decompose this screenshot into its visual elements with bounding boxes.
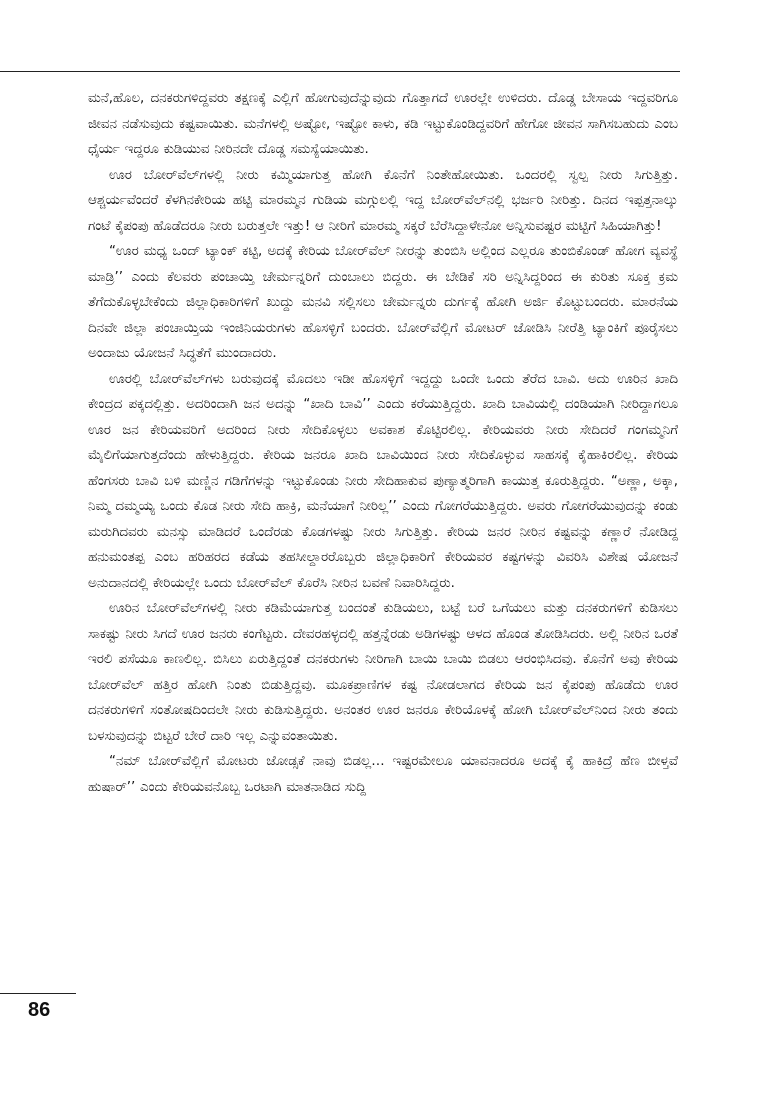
paragraph-2: ಊರ ಬೋರ್‌ವೆಲ್‌ಗಳಲ್ಲಿ ನೀರು ಕಮ್ಮಿಯಾಗುತ್ತ ಹೋಗಿ ಕೊನೆಗೆ ನಿಂತೇಹೋಯಿತು. ಒಂದರಲ್ಲಿ ಸ್ವಲ್ಪ ನೀರು ಸಿಗುತ್ತಿತ್ತು. ಆಶ್ಚರ್ಯವೆಂದರೆ ಕೆಳಗಿನಕೇರಿಯ ಹಟ್ಟಿ ಮಾರಮ್ಮನ ಗುಡಿಯ ಮಗ್ಗುಲಲ್ಲಿ ಇದ್ದ ಬೋರ್‌ವೆಲ್‌ನಲ್ಲಿ ಭರ್ಜರಿ ನೀರಿತ್ತು. ದಿನದ ಇಪ್ಪತ್ತನಾಲ್ಕು ಗಂಟೆ ಕೈಪಂಪು ಹೊಡೆದರೂ ನೀರು ಬರುತ್ತಲೇ ಇತ್ತು! ಆ ನೀರಿಗೆ ಮಾರಮ್ಮ ಸಕ್ಕರೆ ಬೆರೆಸಿದ್ದಾಳೇನೋ ಅನ್ನಿಸುವಷ್ಟರ ಮಟ್ಟಿಗೆ ಸಿಹಿಯಾಗಿತ್ತು! [88, 167, 678, 234]
paragraph-6: “ನಮ್ ಬೋರ್‌ವೆಲ್ಲಿಗೆ ಮೋಟರು ಜೋಡ್ಸಕೆ ನಾವು ಬಿಡಲ್ಲ… ಇಷ್ಟರಮೇಲೂ ಯಾವನಾದರೂ ಅದಕ್ಕೆ ಕೈ ಹಾಕಿದ್ರೆ ಹೆಣ ಬೀಳ್ತವೆ ಹುಷಾರ್’’ ಎಂದು ಕೇರಿಯವನೊಬ್ಬ ಒರಟಾಗಿ ಮಾತನಾಡಿದ ಸುದ್ದಿ [88, 754, 678, 795]
paragraph-4: ಊರಲ್ಲಿ ಬೋರ್‌ವೆಲ್‌ಗಳು ಬರುವುದಕ್ಕೆ ಮೊದಲು ಇಡೀ ಹೊಸಳ್ಳಿಗೆ ಇದ್ದದ್ದು ಒಂದೇ ಒಂದು ತೆರೆದ ಬಾವಿ. ಅದು ಊರಿನ ಖಾದಿ ಕೇಂದ್ರದ ಪಕ್ಕದಲ್ಲಿತ್ತು. ಅದರಿಂದಾಗಿ ಜನ ಅದನ್ನು “ಖಾದಿ ಬಾವಿ’’ ಎಂದು ಕರೆಯುತ್ತಿದ್ದರು. ಖಾದಿ ಬಾವಿಯಲ್ಲಿ ದಂಡಿಯಾಗಿ ನೀರಿದ್ದಾಗಲೂ ಊರ ಜನ ಕೇರಿಯವರಿಗೆ ಅದರಿಂದ ನೀರು ಸೇದಿಕೊಳ್ಳಲು ಅವಕಾಶ ಕೊಟ್ಟಿರಲಿಲ್ಲ. ಕೇರಿಯವರು ನೀರು ಸೇದಿದರೆ ಗಂಗಮ್ಮನಿಗೆ ಮೈಲಿಗೆಯಾಗುತ್ತದೆಂದು ಹೇಳುತ್ತಿದ್ದರು. ಕೇರಿಯ ಜನರೂ ಖಾದಿ ಬಾವಿಯಿಂದ ನೀರು ಸೇದಿಕೊಳ್ಳುವ ಸಾಹಸಕ್ಕೆ ಕೈಹಾಕಿರಲಿಲ್ಲ. ಕೇರಿಯ ಹೆಂಗಸರು ಬಾವಿ ಬಳಿ ಮಣ್ಣಿನ ಗಡಿಗೆಗಳನ್ನು ಇಟ್ಟುಕೊಂಡು ನೀರು ಸೇದಿಹಾಕುವ ಪುಣ್ಯಾತ್ಮರಿಗಾಗಿ ಕಾಯುತ್ತ ಕೂರುತ್ತಿದ್ದರು. “ಅಣ್ಣಾ, ಅಕ್ಕಾ, ನಿಮ್ಮ ದಮ್ಮಯ್ಯ ಒಂದು ಕೊಡ ನೀರು ಸೇದಿ ಹಾಕ್ರಿ, ಮನೆಯಾಗೆ ನೀರಿಲ್ಲ’’ ಎಂದು ಗೋಗರೆಯುತ್ತಿದ್ದರು. ಅವರು ಗೋಗರೆಯುವುದನ್ನು ಕಂಡು ಮರುಗಿದವರು ಮನಸ್ಸು ಮಾಡಿದರೆ ಒಂದೆರಡು ಕೊಡಗಳಷ್ಟು ನೀರು ಸಿಗುತ್ತಿತ್ತು. ಕೇರಿಯ ಜನರ ನೀರಿನ ಕಷ್ಟವನ್ನು ಕಣ್ಣಾರೆ ನೋಡಿದ್ದ ಹನುಮಂತಪ್ಪ ಎಂಬ ಹರಿಹರದ ಕಡೆಯ ತಹಸೀಲ್ದಾರರೊಬ್ಬರು ಜಿಲ್ಲಾಧಿಕಾರಿಗೆ ಕೇರಿಯವರ ಕಷ್ಟಗಳನ್ನು ವಿವರಿಸಿ ವಿಶೇಷ ಯೋಜನೆ ಅನುದಾನದಲ್ಲಿ ಕೇರಿಯಲ್ಲೇ ಒಂದು ಬೋರ್‌ವೆಲ್ ಕೊರೆಸಿ ನೀರಿನ ಬವಣೆ ನಿವಾರಿಸಿದ್ದರು. [88, 371, 678, 591]
body-text [88, 86, 678, 800]
page-number: 86 [28, 999, 51, 1021]
paragraph-1: ಮನೆ,ಹೊಲ, ದನಕರುಗಳಿದ್ದವರು ತಕ್ಷಣಕ್ಕೆ ಎಲ್ಲಿಗೆ ಹೋಗುವುದೆನ್ನುವುದು ಗೊತ್ತಾಗದೆ ಊರಲ್ಲೇ ಉಳಿದರು. ದೊಡ್ಡ ಬೇಸಾಯ ಇದ್ದವರಿಗೂ ಜೀವನ ನಡೆಸುವುದು ಕಷ್ಟವಾಯಿತು. ಮನೆಗಳಲ್ಲಿ ಅಷ್ಟೋ, ಇಷ್ಟೋ ಕಾಳು, ಕಡಿ ಇಟ್ಟುಕೊಂಡಿದ್ದವರಿಗೆ ಹೇಗೋ ಜೀವನ ಸಾಗಿಸಬಹುದು ಎಂಬ ಧೈರ್ಯ ಇದ್ದರೂ ಕುಡಿಯುವ ನೀರಿನದೇ ದೊಡ್ಡ ಸಮಸ್ಯೆಯಾಯಿತು. [88, 91, 678, 157]
header-rule [0, 71, 680, 72]
footer-rule [0, 993, 76, 994]
paragraph-3: “ಊರ ಮಧ್ಯ ಒಂದ್ ಟ್ಯಾಂಕ್ ಕಟ್ಟಿ, ಅದಕ್ಕೆ ಕೇರಿಯ ಬೋರ್‌ವೆಲ್ ನೀರನ್ನು ತುಂಬಿಸಿ ಅಲ್ಲಿಂದ ಎಲ್ಲರೂ ತುಂಬಿಕೊಂಡ್ ಹೋಗ ವ್ಯವಸ್ಥೆ ಮಾಡ್ರಿ’’ ಎಂದು ಕೆಲವರು ಪಂಚಾಯ್ತಿ ಚೇರ್ಮನ್ನರಿಗೆ ದುಂಬಾಲು ಬಿದ್ದರು. ಈ ಬೇಡಿಕೆ ಸರಿ ಅನ್ನಿಸಿದ್ದರಿಂದ ಈ ಕುರಿತು ಸೂಕ್ತ ಕ್ರಮ ತೆಗೆದುಕೊಳ್ಳಬೇಕೆಂದು ಜಿಲ್ಲಾಧಿಕಾರಿಗಳಿಗೆ ಖುದ್ದು ಮನವಿ ಸಲ್ಲಿಸಲು ಚೇರ್ಮನ್ನರು ದುರ್ಗಕ್ಕೆ ಹೋಗಿ ಅರ್ಜಿ ಕೊಟ್ಟುಬಂದರು. ಮಾರನೆಯ ದಿನವೇ ಜಿಲ್ಲಾ ಪಂಚಾಯ್ತಿಯ ಇಂಜಿನಿಯರುಗಳು ಹೊಸಳ್ಳಿಗೆ ಬಂದರು. ಬೋರ್‌ವೆಲ್ಲಿಗೆ ಮೋಟರ್ ಜೋಡಿಸಿ ನೀರೆತ್ತಿ ಟ್ಯಾಂಕಿಗೆ ಪೂರೈಸಲು ಅಂದಾಜು ಯೋಜನೆ ಸಿದ್ಧತೆಗೆ ಮುಂದಾದರು. [88, 244, 678, 361]
paragraph-5: ಊರಿನ ಬೋರ್‌ವೆಲ್‌ಗಳಲ್ಲಿ ನೀರು ಕಡಿಮೆಯಾಗುತ್ತ ಬಂದಂತೆ ಕುಡಿಯಲು, ಬಟ್ಟೆ ಬರೆ ಒಗೆಯಲು ಮತ್ತು ದನಕರುಗಳಿಗೆ ಕುಡಿಸಲು ಸಾಕಷ್ಟು ನೀರು ಸಿಗದೆ ಊರ ಜನರು ಕಂಗೆಟ್ಟರು. ದೇವರಹಳ್ಳದಲ್ಲಿ ಹತ್ತನ್ನೆರಡು ಅಡಿಗಳಷ್ಟು ಆಳದ ಹೊಂಡ ತೋಡಿಸಿದರು. ಅಲ್ಲಿ ನೀರಿನ ಒರತೆ ಇರಲಿ ಪಸೆಯೂ ಕಾಣಲಿಲ್ಲ. ಬಿಸಿಲು ಏರುತ್ತಿದ್ದಂತೆ ದನಕರುಗಳು ನೀರಿಗಾಗಿ ಬಾಯಿ ಬಾಯಿ ಬಿಡಲು ಆರಂಭಿಸಿದವು. ಕೊನೆಗೆ ಅವು ಕೇರಿಯ ಬೋರ್‌ವೆಲ್ ಹತ್ತಿರ ಹೋಗಿ ನಿಂತು ಬಿಡುತ್ತಿದ್ದವು. ಮೂಕಪ್ರಾಣಿಗಳ ಕಷ್ಟ ನೋಡಲಾಗದ ಕೇರಿಯ ಜನ ಕೈಪಂಪು ಹೊಡೆದು ಊರ ದನಕರುಗಳಿಗೆ ಸಂತೋಷದಿಂದಲೇ ನೀರು ಕುಡಿಸುತ್ತಿದ್ದರು. ಅನಂತರ ಊರ ಜನರೂ ಕೇರಿಯೊಳಕ್ಕೆ ಹೋಗಿ ಬೋರ್‌ವೆಲ್‌ನಿಂದ ನೀರು ತಂದು ಬಳಸುವುದನ್ನು ಬಿಟ್ಟರೆ ಬೇರೆ ದಾರಿ ಇಲ್ಲ ಎನ್ನುವಂತಾಯಿತು. [88, 601, 678, 744]
